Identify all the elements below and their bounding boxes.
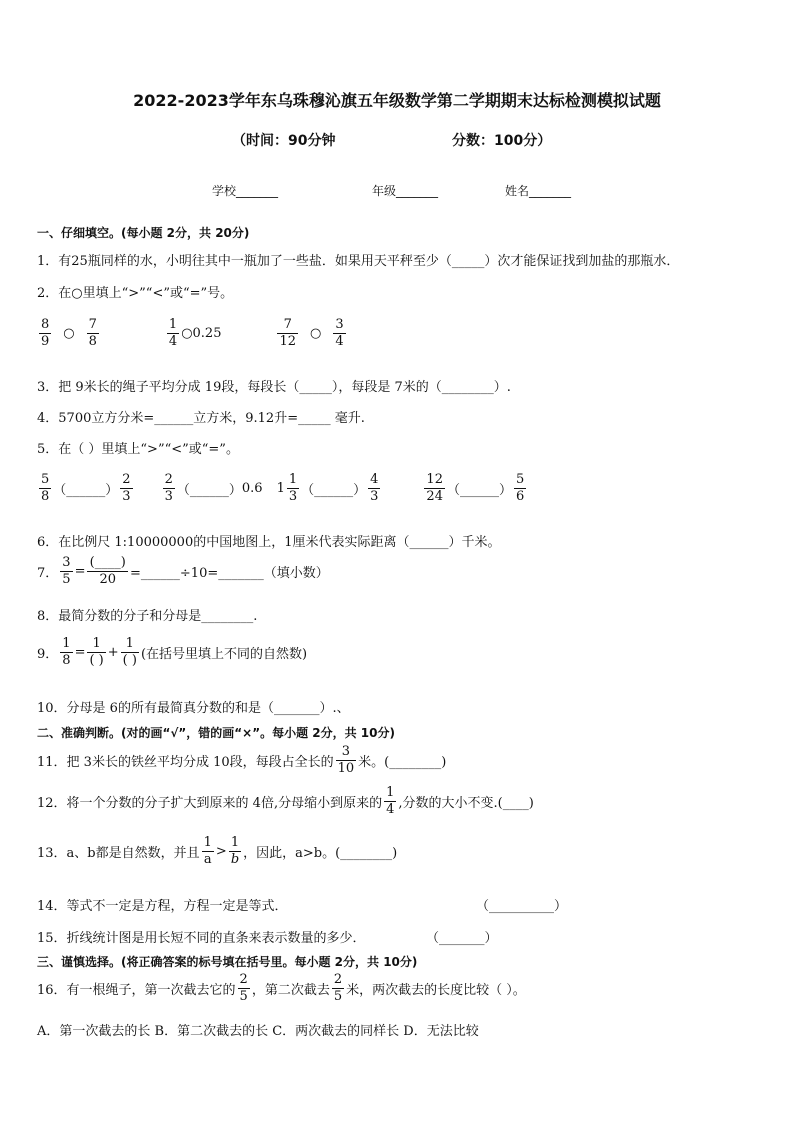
answer-blank: （______）	[301, 482, 367, 498]
fraction: $\frac{3}{10}$	[337, 744, 355, 776]
section-1-heading: 一、仔细填空。(每小题 2分，共 20分)	[37, 226, 250, 240]
question-text: 16．有一根绳子，第一次截去它的	[37, 982, 236, 998]
fraction: $\frac{1}{3}$	[288, 472, 298, 504]
question-text: =______÷10=_______（填小数）	[130, 565, 329, 581]
question-16-options: A．第一次截去的长 B．第二次截去的长 C．两次截去的同样长 D．无法比较	[37, 1024, 479, 1039]
question-3: 3．把 9米长的绳子平均分成 19段，每段长（_____），每段是 7米的（________）.	[37, 380, 511, 395]
question-14: 14．等式不一定是方程，方程一定是等式．	[37, 899, 288, 914]
compare-circle: ○	[63, 325, 75, 341]
question-text: ，第二次截去	[251, 982, 330, 998]
question-number: 7．	[37, 565, 59, 581]
fraction: $\frac{1}{( )}$	[122, 636, 137, 668]
question-2-items	[37, 318, 348, 348]
fraction: $\frac{(\_\_\_\_)}{20}$	[87, 556, 128, 586]
question-5-items	[37, 473, 528, 503]
question-text: 12．将一个分数的分子扩大到原来的 4倍,分母缩小到原来的	[37, 795, 383, 811]
question-16	[37, 973, 526, 1003]
question-12	[37, 786, 534, 816]
plus-sign: +	[107, 644, 119, 660]
page-title: 2022-2023学年东乌珠穆沁旗五年级数学第二学期期末达标检测模拟试题	[133, 91, 661, 110]
question-text: ,分数的大小不变.(____)	[398, 795, 534, 811]
fraction: $\frac{4}{3}$	[370, 472, 379, 504]
fraction: $\frac{7}{12}$	[279, 317, 297, 349]
fraction: $\frac{3}{4}$	[335, 317, 344, 349]
score-label: 分数：100分）	[452, 133, 552, 149]
compare-circle: ○	[310, 325, 322, 341]
fraction: $\frac{5}{8}$	[41, 472, 50, 504]
question-text: (在括号里填上不同的自然数)	[140, 646, 308, 662]
question-2: 2．在○里填上“>”“<”或“=”号。	[37, 286, 234, 301]
question-text: 13．a、b都是自然数，并且	[37, 845, 200, 861]
question-text: 米，两次截去的长度比较（ ）。	[346, 982, 526, 998]
compare-value: ○0.25	[181, 325, 222, 341]
fraction: $\frac{1}{a}$	[203, 835, 212, 867]
equals-sign: =	[74, 644, 86, 660]
fraction: $\frac{8}{9}$	[41, 317, 50, 349]
fraction: $\frac{7}{8}$	[88, 317, 97, 349]
question-text: ，因此，a>b。(________)	[243, 845, 398, 861]
answer-blank: （______）	[53, 482, 119, 498]
fraction: $\frac{2}{5}$	[239, 972, 248, 1004]
question-number: 9．	[37, 646, 59, 662]
question-14-blank: （__________）	[476, 899, 568, 914]
fraction: $\frac{12}{24}$	[426, 472, 443, 504]
question-text: 米。(________)	[358, 754, 447, 770]
greater-than-sign: >	[215, 843, 227, 859]
equals-sign: =	[74, 563, 86, 579]
school-field: 学校_______	[212, 184, 279, 198]
question-15: 15．折线统计图是用长短不同的直条来表示数量的多少．	[37, 931, 366, 946]
section-3-heading: 三、谨慎选择。(将正确答案的标号填在括号里。每小题 2分，共 10分)	[37, 955, 418, 969]
question-1: 1．有25瓶同样的水，小明往其中一瓶加了一些盐．如果用天平秤至少（_____）次才能保证找到加盐的那瓶水．	[37, 254, 680, 269]
question-9	[37, 637, 307, 667]
fraction: $\frac{2}{3}$	[122, 472, 131, 504]
question-11	[37, 745, 446, 775]
question-13	[37, 836, 397, 866]
fraction: $\frac{3}{5}$	[62, 555, 71, 587]
fraction: $\frac{1}{4}$	[386, 785, 395, 817]
question-8: 8．最简分数的分子和分母是________.	[37, 609, 258, 624]
fraction: $\frac{1}{4}$	[168, 317, 178, 349]
time-label: （时间：90分钟	[232, 133, 336, 149]
name-field: 姓名_______	[505, 184, 572, 198]
question-text: 11．把 3米长的铁丝平均分成 10段，每段占全长的	[37, 754, 334, 770]
question-7	[37, 556, 329, 586]
mixed-number-whole: 1	[276, 480, 285, 496]
compare-value: 0.6	[241, 480, 263, 496]
question-6: 6．在比例尺 1:10000000的中国地图上，1厘米代表实际距离（______）千米。	[37, 535, 501, 550]
question-15-blank: （_______）	[426, 931, 498, 946]
fraction: $\frac{5}{6}$	[515, 472, 525, 504]
fraction: $\frac{1}{8}$	[62, 636, 71, 668]
question-4: 4．5700立方分米=______立方米，9.12升=_____ 毫升.	[37, 411, 365, 426]
answer-blank: （______）	[446, 482, 512, 498]
grade-field: 年级_______	[372, 184, 439, 198]
fraction: $\frac{2}{3}$	[164, 472, 173, 504]
question-5: 5．在（ ）里填上“>”“<”或“=”。	[37, 442, 239, 457]
fraction: $\frac{1}{( )}$	[89, 636, 104, 668]
answer-blank: （______）	[176, 482, 242, 498]
fraction: $\frac{2}{5}$	[333, 972, 343, 1004]
section-2-heading: 二、准确判断。(对的画“√”，错的画“×”。每小题 2分，共 10分)	[37, 726, 395, 740]
fraction: $\frac{1}{b}$	[230, 835, 240, 867]
question-10: 10．分母是 6的所有最简真分数的和是（_______）.、	[37, 701, 350, 716]
